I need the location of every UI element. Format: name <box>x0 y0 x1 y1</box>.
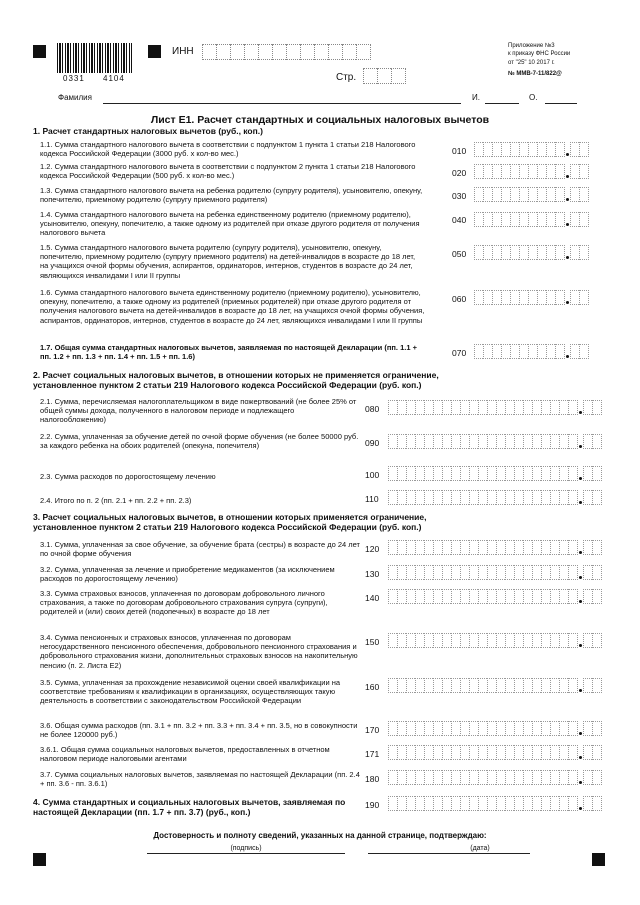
initial-o-field[interactable] <box>545 103 577 104</box>
surname-field[interactable] <box>103 103 461 104</box>
row-090-text: 2.2. Сумма, уплаченная за обучение детей по очной форме обучения (не более 50000 руб. за каждого ребенка на обоих родителей (опекуна, попечителя) <box>40 432 359 451</box>
row-060-code: 060 <box>452 294 467 304</box>
row-140-input[interactable] <box>388 589 602 604</box>
corner-marker-top-mid <box>148 45 161 58</box>
barcode <box>57 43 132 73</box>
appendix-line-1: Приложение №3 <box>508 43 555 49</box>
row-080-code: 080 <box>365 404 380 414</box>
row-180-code: 180 <box>365 774 380 784</box>
row-170-code: 170 <box>365 725 380 735</box>
row-171-code: 171 <box>365 749 380 759</box>
row-060-input[interactable] <box>474 290 589 305</box>
row-030-code: 030 <box>452 191 467 201</box>
row-110-text: 2.4. Итого по п. 2 (пп. 2.1 + пп. 2.2 + пп. 2.3) <box>40 496 192 505</box>
row-140-text: 3.3. Сумма страховых взносов, уплаченная по договорам добровольного личного страхования, а также по договорам добровольного страхования супруга (супруги), родителей и (или) своих детей (подопечных) в возрасте до 18 лет <box>40 589 328 617</box>
row-110-code: 110 <box>365 494 379 504</box>
row-160-input[interactable] <box>388 678 602 693</box>
row-040-text: 1.4. Сумма стандартного налогового вычета на ребенка единственному родителю (приемному родителю), усыновителю, опекуну, попечителю, а также одному из родителей при отказе другого родителя от получения налогового вычета <box>40 210 420 238</box>
signature-caption: (подпись) <box>230 845 262 852</box>
appendix-line-2: к приказу ФНС России <box>508 51 571 57</box>
row-010-code: 010 <box>452 146 467 156</box>
row-100-input[interactable] <box>388 466 602 481</box>
row-130-input[interactable] <box>388 565 602 580</box>
row-010-text: 1.1. Сумма стандартного налогового вычета в соответствии с подпунктом 1 пункта 1 статьи 218 Налогового кодекса Российской Федерации (3000 руб. х кол-во мес.) <box>40 140 416 159</box>
row-060-text: 1.6. Сумма стандартного налогового вычета единственному родителю (приемному родителю), усыновителю, опекуну, попечителю, а также одному из родителей (приемных родителей) при отказе другого родителя от получения налогового вычета на детей-инвалидов в возрасте до 18 лет, на учащихся очной формы обучения, аспирантов, ординаторов, интернов, студентов в возрасте до 24 лет, являющихся инвалидами I или II группы <box>40 288 425 325</box>
row-130-text: 3.2. Сумма, уплаченная за лечение и приобретение медикаментов (за исключением расходов по дорогостоящему лечению) <box>40 565 335 584</box>
section-2-heading: 2. Расчет социальных налоговых вычетов, в отношении которых не применяется ограничение, установленное пунктом 2 статьи 219 Налогового кодекса Российской Федерации (руб. коп.) <box>33 370 439 390</box>
barcode-number-left: 0331 <box>63 74 85 83</box>
row-180-text: 3.7. Сумма социальных налоговых вычетов, заявляемая по настоящей Декларации (пп. 2.4 + пп. 3.6 - пп. 3.6.1) <box>40 770 360 789</box>
row-120-text: 3.1. Сумма, уплаченная за свое обучение, за обучение брата (сестры) в возрасте до 24 лет по очной форме обучения <box>40 540 360 559</box>
row-070-code: 070 <box>452 348 467 358</box>
row-100-text: 2.3. Сумма расходов по дорогостоящему лечению <box>40 472 216 481</box>
row-020-code: 020 <box>452 168 467 178</box>
row-020-input[interactable] <box>474 164 589 179</box>
surname-label: Фамилия <box>58 93 92 102</box>
section-1-heading: 1. Расчет стандартных налоговых вычетов (руб., коп.) <box>33 126 263 136</box>
row-110-input[interactable] <box>388 490 602 505</box>
row-050-input[interactable] <box>474 245 589 260</box>
row-190-code: 190 <box>365 800 380 810</box>
initial-i-field[interactable] <box>485 103 519 104</box>
row-040-code: 040 <box>452 215 467 225</box>
row-050-text: 1.5. Сумма стандартного налогового вычета родителю (супругу родителя), усыновителю, опекуну, попечителю, приемному родителю (супругу приемного родителя) на детей-инвалидов в возрасте до 18 лет, на учащихся очной формы обучения, аспирантов, ординаторов, интернов, студентов в возрасте до 24 лет, являющихся инвалидами I или II группы <box>40 243 416 280</box>
sheet-title: Лист Е1. Расчет стандартных и социальных налоговых вычетов <box>150 114 490 126</box>
row-080-text: 2.1. Сумма, перечисляемая налогоплательщиком в виде пожертвований (не более 25% от общей суммы дохода, полученного в налоговом периоде и подлежащего налогообложению) <box>40 397 357 425</box>
row-180-input[interactable] <box>388 770 602 785</box>
row-030-text: 1.3. Сумма стандартного налогового вычета на ребенка родителю (супругу родителя), усыновителю, опекуну, попечителю, приемному родителю (супругу приемного родителя) <box>40 186 423 205</box>
inn-label: ИНН <box>172 46 194 57</box>
page-label: Стр. <box>336 72 357 83</box>
row-010-input[interactable] <box>474 142 589 157</box>
row-150-code: 150 <box>365 637 380 647</box>
corner-marker-top-left <box>33 45 46 58</box>
row-070-input[interactable] <box>474 344 589 359</box>
row-170-text: 3.6. Общая сумма расходов (пп. 3.1 + пп. 3.2 + пп. 3.3 + пп. 3.4 + пп. 3.5, но в совокупности не более 120000 руб.) <box>40 721 358 740</box>
barcode-number-right: 4104 <box>103 74 125 83</box>
row-171-text: 3.6.1. Общая сумма социальных налоговых вычетов, предоставленных в отчетном налоговом периоде налоговыми агентами <box>40 745 330 764</box>
row-190-input[interactable] <box>388 796 602 811</box>
row-140-code: 140 <box>365 593 380 603</box>
appendix-line-3: от "25" 10 2017 г. <box>508 60 555 66</box>
row-120-code: 120 <box>365 544 380 554</box>
corner-marker-bottom-left <box>33 853 46 866</box>
row-170-input[interactable] <box>388 721 602 736</box>
row-090-code: 090 <box>365 438 380 448</box>
initial-o-label: О. <box>529 93 538 102</box>
initial-i-label: И. <box>472 93 480 102</box>
row-090-input[interactable] <box>388 434 602 449</box>
row-050-code: 050 <box>452 249 467 259</box>
row-080-input[interactable] <box>388 400 602 415</box>
row-030-input[interactable] <box>474 187 589 202</box>
date-field[interactable] <box>368 853 530 854</box>
row-150-input[interactable] <box>388 633 602 648</box>
date-caption: (дата) <box>470 845 490 852</box>
section-3-heading: 3. Расчет социальных налоговых вычетов, в отношении которых применяется ограничение, установленное пунктом 2 статьи 219 Налогового кодекса Российской Федерации (руб. коп.) <box>33 512 427 532</box>
row-020-text: 1.2. Сумма стандартного налогового вычета в соответствии с подпунктом 2 пункта 1 статьи 218 Налогового кодекса Российской Федерации (500 руб. х кол-во мес.) <box>40 162 416 181</box>
row-130-code: 130 <box>365 569 380 579</box>
confirmation-text: Достоверность и полноту сведений, указанных на данной странице, подтверждаю: <box>153 831 487 840</box>
row-160-code: 160 <box>365 682 380 692</box>
row-160-text: 3.5. Сумма, уплаченная за прохождение независимой оценки своей квалификации на соответствие требованиям к квалификации в организациях, осуществляющих такую деятельность в соответствии с законодательством Российской Федерации <box>40 678 341 706</box>
section-4-heading: 4. Сумма стандартных и социальных налоговых вычетов, заявляемая по настоящей Декларации (пп. 1.7 + пп. 3.7) (руб., коп.) <box>33 797 346 817</box>
appendix-line-4: № ММВ-7-11/822@ <box>508 71 562 77</box>
corner-marker-bottom-right <box>592 853 605 866</box>
row-040-input[interactable] <box>474 212 589 227</box>
signature-field[interactable] <box>147 853 345 854</box>
inn-field[interactable] <box>202 44 371 60</box>
page-number-field[interactable] <box>363 68 406 84</box>
row-070-text: 1.7. Общая сумма стандартных налоговых вычетов, заявляемая по настоящей Декларации (пп. 1.1 + пп. 1.2 + пп. 1.3 + пп. 1.4 + пп. 1.5 + пп. 1.6) <box>40 343 417 362</box>
row-100-code: 100 <box>365 470 380 480</box>
row-120-input[interactable] <box>388 540 602 555</box>
row-150-text: 3.4. Сумма пенсионных и страховых взносов, уплаченная по договорам негосударственного пенсионного обеспечения, добровольного пенсионного страхования и добровольного страхования жизни, дополнительных страховых взносов на накопительную пенсию (п. 2. Листа Е2) <box>40 633 358 670</box>
row-171-input[interactable] <box>388 745 602 760</box>
